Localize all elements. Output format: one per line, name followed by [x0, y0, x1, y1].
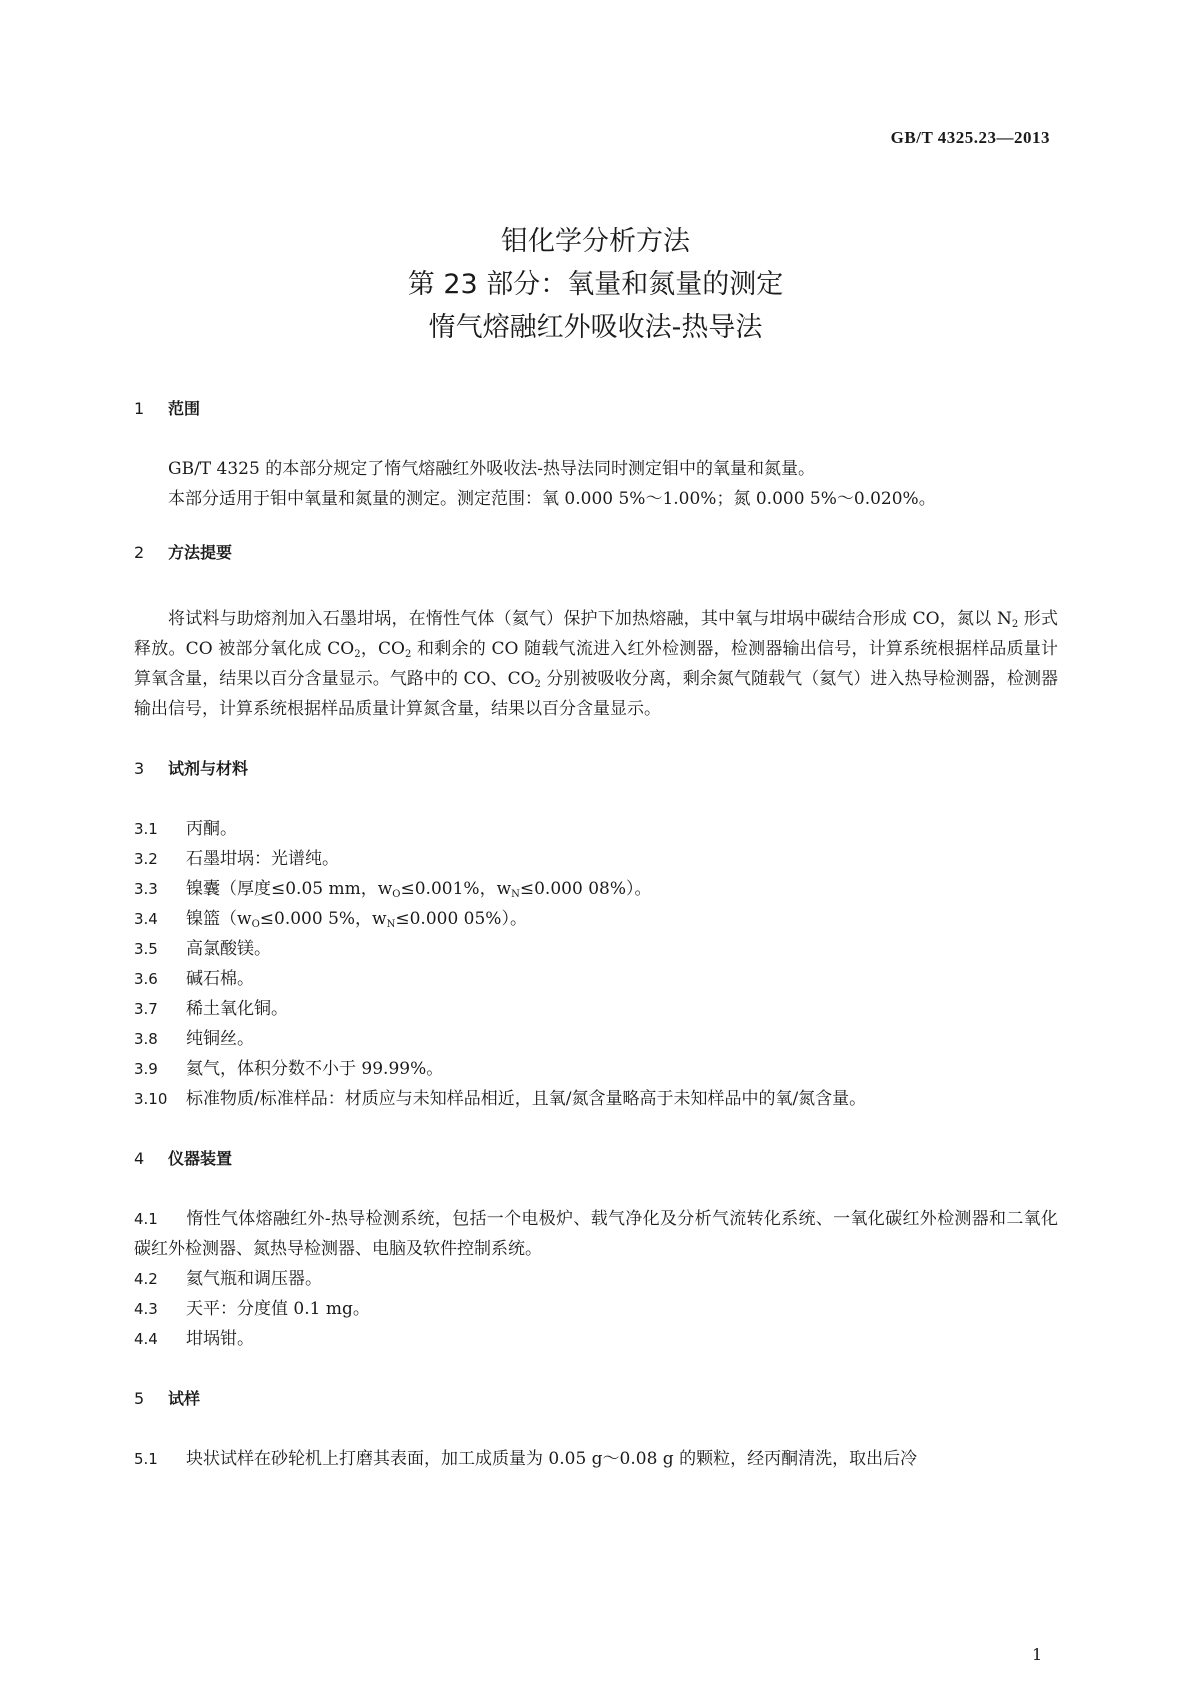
title-line-3: 惰气熔融红外吸收法-热导法 [428, 312, 763, 343]
list-item: 3.2 石墨坩埚：光谱纯。 [134, 849, 339, 869]
standard-number: GB/T 4325.23—2013 [890, 128, 1050, 147]
list-item: 3.5 高氯酸镁。 [134, 939, 271, 959]
document-title [0, 220, 1191, 349]
section-title: 试剂与材料 [168, 759, 249, 778]
list-item: 4.4 坩埚钳。 [134, 1329, 254, 1349]
section-title: 范围 [168, 399, 201, 418]
section-number: 2 [134, 543, 145, 562]
page-number: 1 [1032, 1645, 1043, 1664]
section-5-heading [134, 1384, 1058, 1414]
section-number: 3 [134, 759, 145, 778]
title-line-1: 钼化学分析方法 [501, 226, 690, 257]
document-body [134, 394, 1058, 1474]
section-title: 方法提要 [168, 543, 233, 562]
list-item: 3.1 丙酮。 [134, 819, 237, 839]
list-item: 3.7 稀土氧化铜。 [134, 999, 288, 1019]
list-item: 3.8 纯铜丝。 [134, 1029, 254, 1049]
list-item: 3.3 镍囊（厚度≤0.05 mm，$w_O\le 0.001\%$，$w_N\le 0.000$ 08%）。 [134, 879, 652, 900]
list-item: 4.2 氦气瓶和调压器。 [134, 1269, 322, 1289]
section-1-heading [134, 394, 1058, 424]
list-item: 3.10 标准物质/标准样品：材质应与未知样品相近，且氧/氮含量略高于未知样品中的氧/氮含量。 [134, 1089, 867, 1109]
list-item: 3.4 镍篮（$w_O\le 0.000$ 5%，$w_N\le 0.000$ 05%）。 [134, 909, 527, 930]
list-item: 4.1 惰性气体熔融红外-热导检测系统，包括一个电极炉、载气净化及分析气流转化系统、一氧化碳红外检测器和二氧化碳红外检测器、氮热导检测器、电脑及软件控制系统。 [134, 1209, 1058, 1259]
list-item: 3.6 碱石棉。 [134, 969, 254, 989]
section-3-heading [134, 754, 1058, 784]
paragraph: GB/T 4325 的本部分规定了惰气熔融红外吸收法-热导法同时测定钼中的氧量和氮量。 [168, 459, 815, 479]
section-number: 4 [134, 1149, 145, 1168]
section-title: 仪器装置 [168, 1149, 233, 1168]
section-title: 试样 [168, 1389, 201, 1408]
paragraph: 本部分适用于钼中氧量和氮量的测定。测定范围：氧 0.000 5%～1.00%；氮 0.000 5%～0.020%。 [168, 489, 936, 509]
title-line-2: 第 23 部分：氧量和氮量的测定 [407, 269, 784, 300]
paragraph: 将试料与助熔剂加入石墨坩埚，在惰性气体（氦气）保护下加热熔融，其中氧与坩埚中碳结合形成 CO，氮以 $N_2$ 形式释放。CO 被部分氧化成 $CO_2$，$CO_2$ 和剩余的 CO 随载气流进入红外检测器，检测器输出信号，计算系统根据样品质量计算氧含量，结果以百分含量显示。气路中的 CO、$CO_2$ 分别被吸收分离，剩余氮气随载气（氦气）进入热导检测器，检测器输出信号，计算系统根据样品质量计算氮含量，结果以百分含量显示。 [134, 609, 1058, 719]
section-2-heading [134, 538, 1058, 568]
section-4-heading [134, 1144, 1058, 1174]
section-number: 5 [134, 1389, 145, 1408]
list-item: 3.9 氦气，体积分数不小于 99.99%。 [134, 1059, 444, 1079]
list-item: 4.3 天平：分度值 0.1 mg。 [134, 1299, 370, 1319]
section-number: 1 [134, 399, 145, 418]
list-item: 5.1 块状试样在砂轮机上打磨其表面，加工成质量为 0.05 g～0.08 g 的颗粒，经丙酮清洗，取出后冷 [134, 1449, 918, 1469]
